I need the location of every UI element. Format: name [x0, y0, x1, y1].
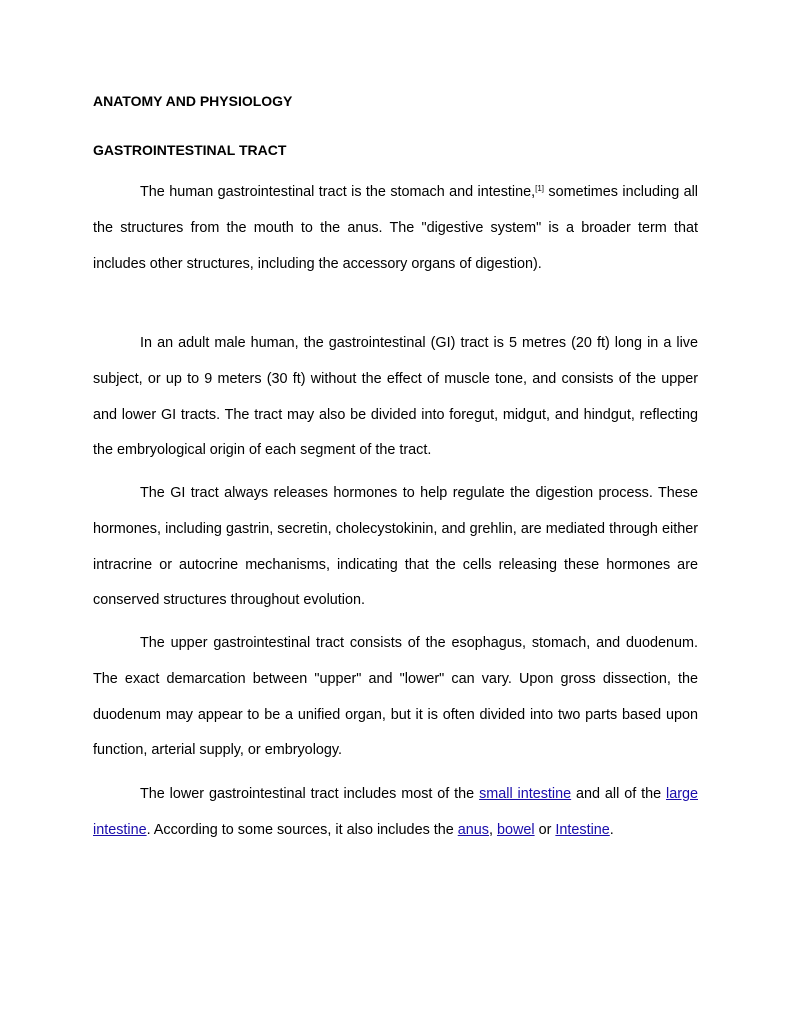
citation-reference: [1]	[535, 184, 545, 193]
paragraph-lower-tract	[93, 777, 698, 849]
paragraph-text: The human gastrointestinal tract is the stomach and intestine,	[140, 184, 536, 200]
paragraph-text: .	[609, 821, 614, 838]
paragraph-text: The lower gastrointestinal tract includes most of the	[140, 786, 480, 802]
paragraph-text: and all of the	[571, 786, 666, 802]
paragraph-text: ,	[488, 821, 497, 838]
paragraph-upper-tract: The upper gastrointestinal tract consists of the esophagus, stomach, and duodenum. The exact demarcation between "upper" and "lower" can vary. Upon gross dissection, the duodenum may appear to be a unified organ, but it is often divided into two parts based upon function, arterial supply, or embryology.	[93, 635, 698, 759]
link-small-intestine[interactable]: small intestine	[479, 786, 572, 802]
paragraph-definition	[93, 175, 698, 282]
link-bowel[interactable]: bowel	[496, 821, 535, 838]
paragraph-text: sometimes including all the structures from the mouth to the anus. The "digestive system" is a broader term that includes other structures, including the accessory organs of digestion).	[93, 184, 698, 272]
paragraph-text: or	[534, 821, 556, 838]
paragraph-hormones: The GI tract always releases hormones to help regulate the digestion process. These hormones, including gastrin, secretin, cholecystokinin, and grehlin, are mediated through either intracrine or autocrine mechanisms, indicating that the cells releasing these hormones are conserved structures throughout evolution.	[93, 485, 698, 609]
link-large-intestine[interactable]: large intestine	[93, 786, 698, 838]
section-heading: ANATOMY AND PHYSIOLOGY	[93, 93, 293, 109]
paragraph-length: In an adult male human, the gastrointestinal (GI) tract is 5 metres (20 ft) long in a live subject, or up to 9 meters (30 ft) without the effect of muscle tone, and consists of the upper and lower GI tracts. The tract may also be divided into foregut, midgut, and hindgut, reflecting the embryological origin of each segment of the tract.	[93, 335, 698, 459]
subsection-heading: GASTROINTESTINAL TRACT	[93, 142, 287, 158]
link-intestine[interactable]: Intestine	[555, 821, 610, 838]
paragraph-text: . According to some sources, it also includes the	[146, 821, 458, 838]
link-anus[interactable]: anus	[457, 821, 489, 838]
